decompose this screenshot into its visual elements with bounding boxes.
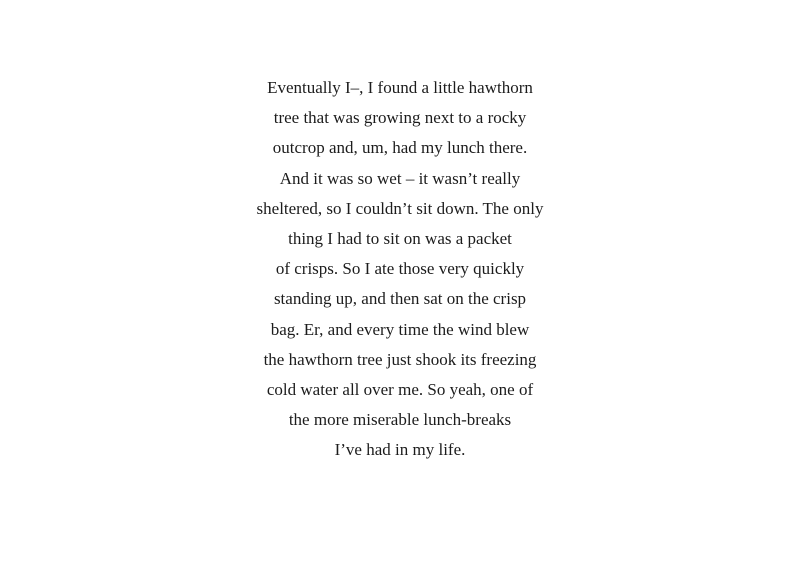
text-line-6: thing I had to sit on was a packet: [288, 229, 512, 249]
text-line-1: Eventually I–, I found a little hawthorn: [267, 78, 533, 97]
text-line-13: I’ve had in my life.: [334, 440, 466, 460]
text-line-8: standing up, and then sat on the crisp: [273, 289, 527, 309]
text-line-9: bag. Er, and every time the wind blew: [270, 319, 530, 339]
text-line-5: sheltered, so I couldn’t sit down. The only: [256, 198, 544, 218]
text-line-11: cold water all over me. So yeah, one of: [266, 380, 534, 400]
text-line-4: And it was so wet – it wasn’t really: [279, 168, 521, 188]
text-line-12: the more miserable lunch-breaks: [288, 410, 512, 430]
text-line-2: tree that was growing next to a rocky: [273, 108, 527, 128]
text-line-7: of crisps. So I ate those very quickly: [275, 259, 525, 279]
text-line-10: the hawthorn tree just shook its freezing: [263, 349, 537, 369]
prose-passage: [0, 73, 800, 466]
text-line-3: outcrop and, um, had my lunch there.: [272, 138, 528, 158]
